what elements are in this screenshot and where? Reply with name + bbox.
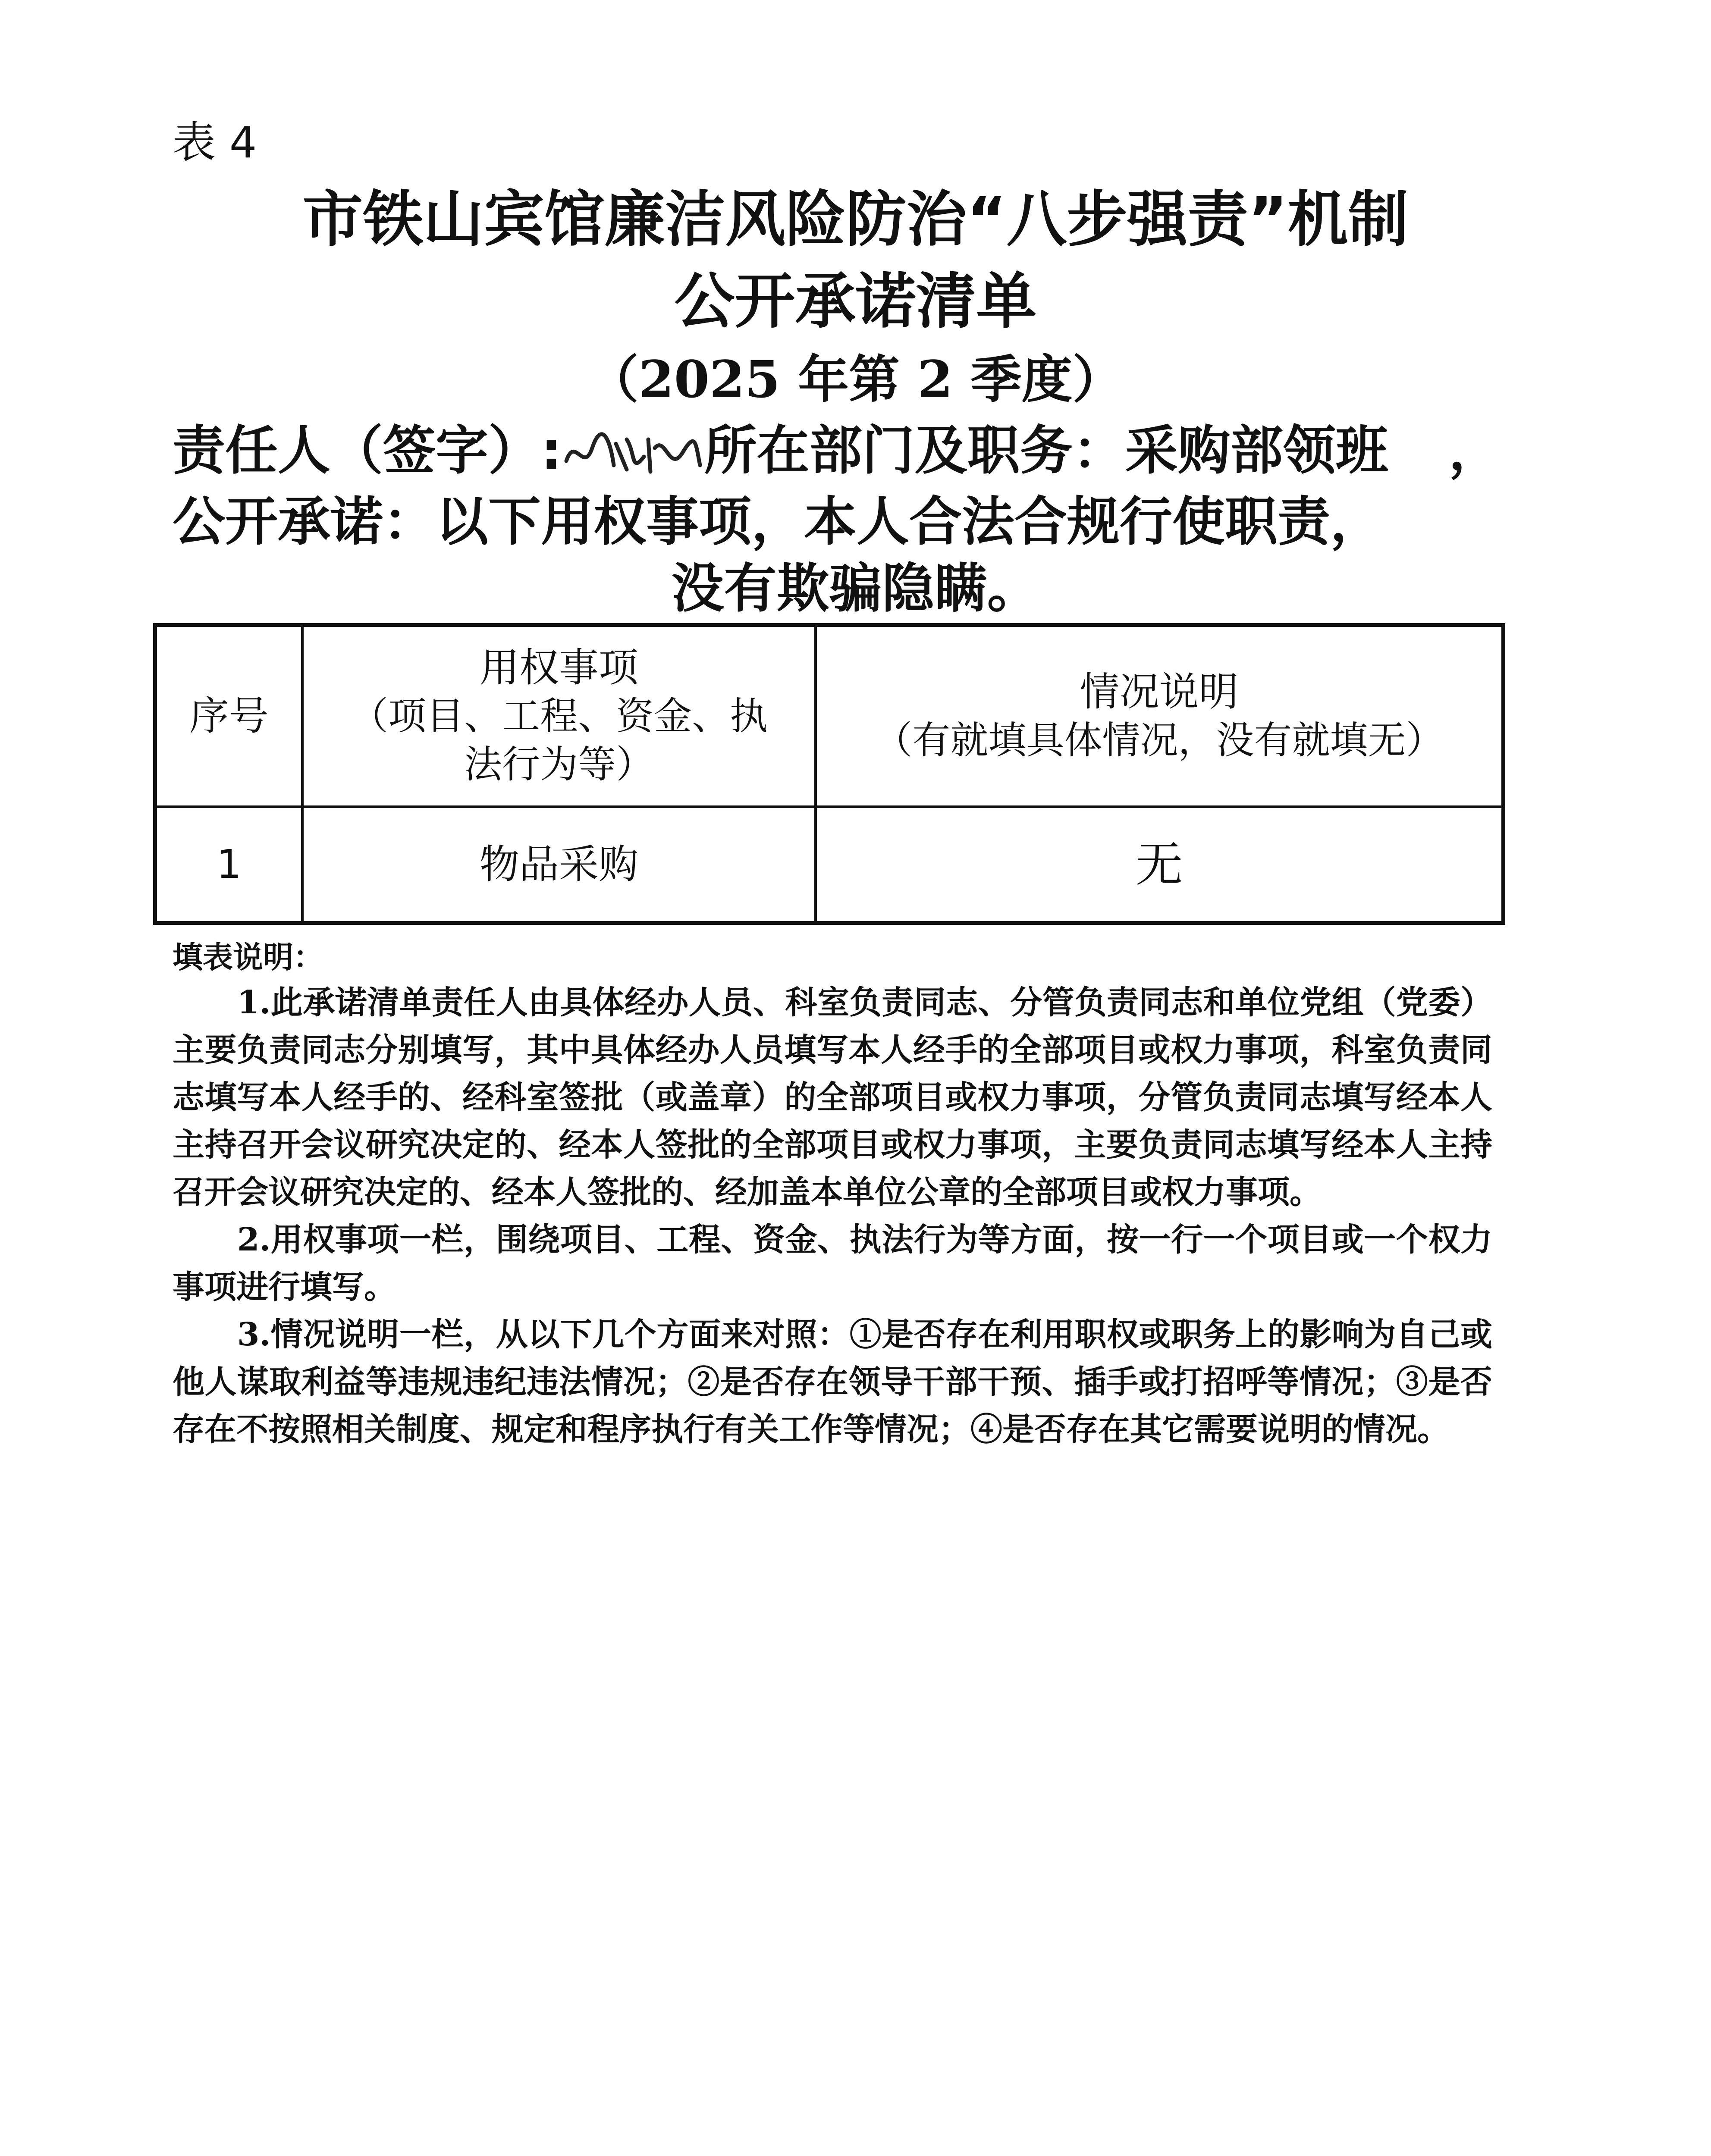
header-matter bbox=[304, 627, 817, 808]
header-index-text: 序号 bbox=[189, 693, 269, 739]
commitment-table bbox=[153, 623, 1505, 925]
header-desc-title: 情况说明 bbox=[1080, 669, 1239, 715]
note-paragraph-1: 1.此承诺清单责任人由具体经办人员、科室负责同志、分管负责同志和单位党组（党委）主要负责同志分别填写，其中具体经办人员填写本人经手的全部项目或权力事项，科室负责同志填写本人经手的、经科室签批（或盖章）的全部项目或权力事项，分管负责同志填写经本人主持召开会议研究决定的、经本人签批的全部项目或权力事项，主要负责同志填写经本人主持召开会议研究决定的、经本人签批的、经加盖本单位公章的全部项目或权力事项。 bbox=[173, 984, 1492, 1211]
notes-title: 填表说明： bbox=[173, 939, 323, 975]
table-label: 表 4 bbox=[173, 117, 257, 168]
pledge-line-2: 没有欺骗隐瞒。 bbox=[671, 558, 1040, 619]
note-paragraph-3: 3.情况说明一栏，从以下几个方面来对照：①是否存在利用职权或职务上的影响为自己或他人谋取利益等违规违纪违法情况；②是否存在领导干部干预、插手或打招呼等情况；③是否存在不按照相关制度、规定和程序执行有关工作等情况；④是否存在其它需要说明的情况。 bbox=[173, 1316, 1492, 1448]
header-matter-sub-1: （项目、工程、资金、执 bbox=[350, 694, 768, 738]
row-1-index-text: 1 bbox=[216, 841, 242, 887]
document-title-line-1: 市铁山宾馆廉洁风险防治“八步强责”机制 bbox=[302, 185, 1409, 255]
row-1-index bbox=[157, 808, 304, 921]
row-1-description-text: 无 bbox=[1135, 837, 1183, 892]
filling-instructions bbox=[173, 936, 1492, 1453]
row-1-description bbox=[817, 808, 1501, 921]
header-matter-title: 用权事项 bbox=[479, 645, 638, 691]
signer-trailing-comma: ， bbox=[1448, 420, 1501, 481]
signer-prefix: 责任人（签字）: bbox=[173, 420, 562, 481]
header-matter-sub-2: 法行为等） bbox=[464, 742, 654, 787]
row-1-matter bbox=[304, 808, 817, 921]
row-1-matter-text: 物品采购 bbox=[479, 841, 638, 887]
header-desc-sub: （有就填具体情况，没有就填无） bbox=[874, 718, 1444, 762]
header-description bbox=[817, 627, 1501, 808]
note-paragraph-2: 2.用权事项一栏，围绕项目、工程、资金、执法行为等方面，按一行一个项目或一个权力事项进行填写。 bbox=[173, 1221, 1492, 1306]
document-period: （2025 年第 2 季度） bbox=[587, 349, 1124, 409]
pledge-line-1: 公开承诺：以下用权事项，本人合法合规行使职责， bbox=[173, 491, 1383, 552]
signer-line bbox=[173, 418, 1553, 483]
document-title-line-2: 公开承诺清单 bbox=[674, 266, 1037, 337]
department-value: 采购部领班 bbox=[1125, 420, 1388, 481]
header-index bbox=[157, 627, 304, 808]
handwritten-signature bbox=[562, 426, 704, 483]
department-label: 所在部门及职务： bbox=[704, 420, 1125, 481]
